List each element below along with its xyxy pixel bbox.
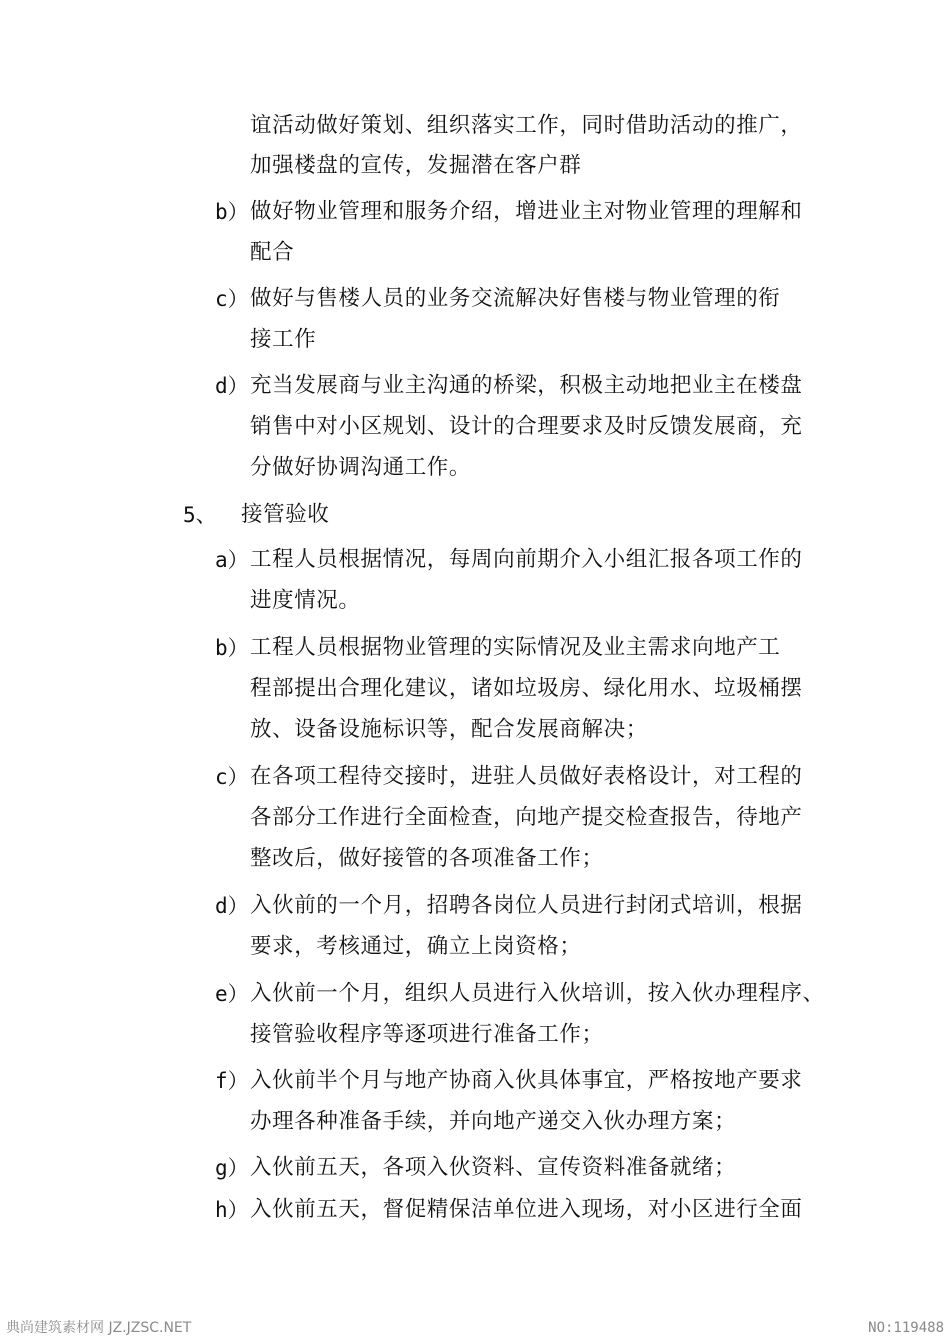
list-marker-d: d） xyxy=(215,374,249,398)
list-item-5f-line-1: 入伙前半个月与地产协商入伙具体事宜，严格按地产要求 xyxy=(250,1068,803,1093)
list-marker-c: c） xyxy=(215,287,249,311)
list-marker-d: d） xyxy=(215,894,249,918)
list-item-c-line-2: 接工作 xyxy=(250,327,317,352)
list-item-5h-line-1: 入伙前五天，督促精保洁单位进入现场，对小区进行全面 xyxy=(250,1197,803,1222)
list-item-5b-line-3: 放、设备设施标识等，配合发展商解决； xyxy=(250,717,648,742)
list-marker-b: b） xyxy=(215,636,249,660)
list-marker-c: c） xyxy=(215,765,249,789)
footer-watermark-right: NO:119488 xyxy=(868,1320,944,1336)
list-item-5d-line-1: 入伙前的一个月，招聘各岗位人员进行封闭式培训，根据 xyxy=(250,893,803,918)
section-title: 接管验收 xyxy=(241,502,330,527)
list-marker-g: g） xyxy=(215,1156,249,1180)
list-item-5b-line-2: 程部提出合理化建议，诸如垃圾房、绿化用水、垃圾桶摆 xyxy=(250,676,803,701)
list-item-5c-line-2: 各部分工作进行全面检查，向地产提交检查报告，待地产 xyxy=(250,805,803,830)
footer-watermark-left: 典尚建筑素材网 JZ.JZSC.NET xyxy=(6,1320,192,1336)
list-item-d-line-3: 分做好协调沟通工作。 xyxy=(250,455,472,480)
list-item-5d-line-2: 要求，考核通过，确立上岗资格； xyxy=(250,934,582,959)
list-marker-h: h） xyxy=(215,1198,249,1222)
section-number: 5、 xyxy=(183,503,217,527)
list-item-5b-line-1: 工程人员根据物业管理的实际情况及业主需求向地产工 xyxy=(250,635,781,660)
list-item-d-line-2: 销售中对小区规划、设计的合理要求及时反馈发展商，充 xyxy=(250,414,803,439)
list-item-5e-line-1: 入伙前一个月，组织人员进行入伙培训，按入伙办理程序、 xyxy=(250,981,825,1006)
list-item-c-line-1: 做好与售楼人员的业务交流解决好售楼与物业管理的衔 xyxy=(250,286,781,311)
list-marker-e: e） xyxy=(215,982,249,1006)
list-item-5g-line-1: 入伙前五天，各项入伙资料、宣传资料准备就绪； xyxy=(250,1155,737,1180)
list-marker-b: b） xyxy=(215,200,249,224)
list-item-5f-line-2: 办理各种准备手续，并向地产递交入伙办理方案； xyxy=(250,1109,737,1134)
list-item-5e-line-2: 接管验收程序等逐项进行准备工作； xyxy=(250,1022,604,1047)
list-item-5a-line-1: 工程人员根据情况，每周向前期介入小组汇报各项工作的 xyxy=(250,547,803,572)
list-item-5c-line-3: 整改后，做好接管的各项准备工作； xyxy=(250,846,604,871)
list-item-5c-line-1: 在各项工程待交接时，进驻人员做好表格设计，对工程的 xyxy=(250,764,803,789)
list-item-b-line-2: 配合 xyxy=(250,240,295,265)
list-item-d-line-1: 充当发展商与业主沟通的桥梁，积极主动地把业主在楼盘 xyxy=(250,373,803,398)
list-item-b-line-1: 做好物业管理和服务介绍，增进业主对物业管理的理解和 xyxy=(250,199,803,224)
list-item-5a-line-2: 进度情况。 xyxy=(250,588,361,613)
list-marker-a: a） xyxy=(215,548,249,572)
intro-line-2: 加强楼盘的宣传，发掘潜在客户群 xyxy=(250,153,582,178)
intro-line-1: 谊活动做好策划、组织落实工作，同时借助活动的推广， xyxy=(250,113,803,138)
list-marker-f: f） xyxy=(215,1069,249,1093)
